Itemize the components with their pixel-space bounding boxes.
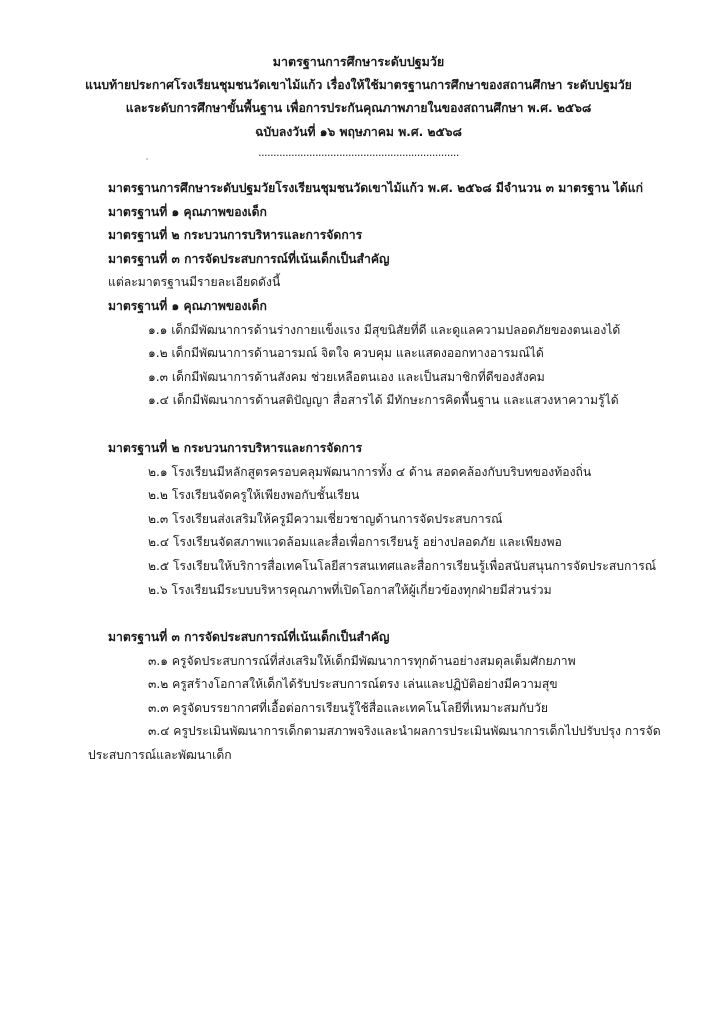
- header-date: ฉบับลงวันที่ ๑๖ พฤษภาคม พ.ศ. ๒๕๖๘: [255, 124, 462, 139]
- list-item: ๓.๑ ครูจัดประสบการณ์ที่ส่งเสริมให้เด็กมีพัฒนาการทุกด้านอย่างสมดุลเต็มศักยภาพ: [148, 653, 576, 668]
- section-heading: มาตรฐานที่ ๓ การจัดประสบการณ์ที่เน้นเด็กเป็นสำคัญ: [108, 630, 390, 645]
- list-item: ๑.๑ เด็กมีพัฒนาการด้านร่างกายแข็งแรง มีสุขนิสัยที่ดี และดูแลความปลอดภัยของตนเองได้: [148, 322, 621, 337]
- document-header: [0, 50, 717, 144]
- list-item: ๓.๓ ครูจัดบรรยากาศที่เอื้อต่อการเรียนรู้ใช้สื่อและเทคโนโลยีที่เหมาะสมกับวัย: [148, 700, 548, 715]
- scan-speck: [146, 158, 148, 160]
- list-item: ๑.๔ เด็กมีพัฒนาการด้านสติปัญญา สื่อสารได้ มีทักษะการคิดพื้นฐาน และแสวงหาความรู้ได้: [148, 393, 619, 408]
- list-item: ๓.๔ ครูประเมินพัฒนาการเด็กตามสภาพจริงและนำผลการประเมินพัฒนาการเด็กไปปรับปรุง การจัด: [148, 724, 661, 739]
- header-line-2: และระดับการศึกษาขั้นพื้นฐาน เพื่อการประกันคุณภาพภายในของสถานศึกษา พ.ศ. ๒๕๖๘: [125, 101, 592, 115]
- list-item: ๒.๕ โรงเรียนให้บริการสื่อเทคโนโลยีสารสนเทศและสื่อการเรียนรู้เพื่อสนับสนุนการจัดประสบการณ์: [148, 558, 657, 573]
- list-item-continuation: ประสบการณ์และพัฒนาเด็ก: [88, 748, 232, 763]
- section-gap: [108, 602, 668, 626]
- list-item: ๒.๒ โรงเรียนจัดครูให้เพียงพอกับชั้นเรียน: [148, 488, 360, 503]
- list-item: ๒.๑ โรงเรียนมีหลักสูตรครอบคลุมพัฒนาการทั้ง ๔ ด้าน สอดคล้องกับบริบทของท้องถิ่น: [148, 464, 592, 479]
- details-note: แต่ละมาตรฐานมีรายละเอียดดังนี้: [108, 275, 281, 290]
- section-heading: มาตรฐานที่ ๑ คุณภาพของเด็ก: [108, 298, 267, 313]
- section-gap: [108, 413, 668, 437]
- standard-summary: มาตรฐานที่ ๒ กระบวนการบริหารและการจัดการ: [108, 228, 363, 243]
- list-item: ๓.๒ ครูสร้างโอกาสให้เด็กได้รับประสบการณ์ตรง เล่นและปฏิบัติอย่างมีความสุข: [148, 677, 558, 692]
- list-item: ๒.๔ โรงเรียนจัดสภาพแวดล้อมและสื่อเพื่อการเรียนรู้ อย่างปลอดภัย และเพียงพอ: [148, 535, 562, 550]
- list-item: ๒.๖ โรงเรียนมีระบบบริหารคุณภาพที่เปิดโอกาสให้ผู้เกี่ยวข้องทุกฝ่ายมีส่วนร่วม: [148, 582, 552, 597]
- list-item: ๒.๓ โรงเรียนส่งเสริมให้ครูมีความเชี่ยวชาญด้านการจัดประสบการณ์: [148, 511, 503, 526]
- document-body: [88, 177, 668, 768]
- dotted-divider: ...................................................................: [258, 146, 459, 159]
- list-item: ๑.๓ เด็กมีพัฒนาการด้านสังคม ช่วยเหลือตนเอง และเป็นสมาชิกที่ดีของสังคม: [148, 369, 545, 384]
- list-item: ๑.๒ เด็กมีพัฒนาการด้านอารมณ์ จิตใจ ควบคุม และแสดงออกทางอารมณ์ได้: [148, 346, 544, 361]
- standard-summary: มาตรฐานที่ ๑ คุณภาพของเด็ก: [108, 204, 267, 219]
- document-title: มาตรฐานการศึกษาระดับปฐมวัย: [272, 54, 445, 69]
- intro-text: มาตรฐานการศึกษาระดับปฐมวัยโรงเรียนชุมชนวัดเขาไม้แก้ว พ.ศ. ๒๕๖๘ มีจำนวน ๓ มาตรฐาน ได้แก่: [108, 181, 643, 195]
- section-heading: มาตรฐานที่ ๒ กระบวนการบริหารและการจัดการ: [108, 440, 363, 455]
- header-line-1: แนบท้ายประกาศโรงเรียนชุมชนวัดเขาไม้แก้ว เรื่องให้ใช้มาตรฐานการศึกษาของสถานศึกษา ระดับปฐมวัย: [85, 77, 632, 92]
- standard-summary: มาตรฐานที่ ๓ การจัดประสบการณ์ที่เน้นเด็กเป็นสำคัญ: [108, 251, 390, 266]
